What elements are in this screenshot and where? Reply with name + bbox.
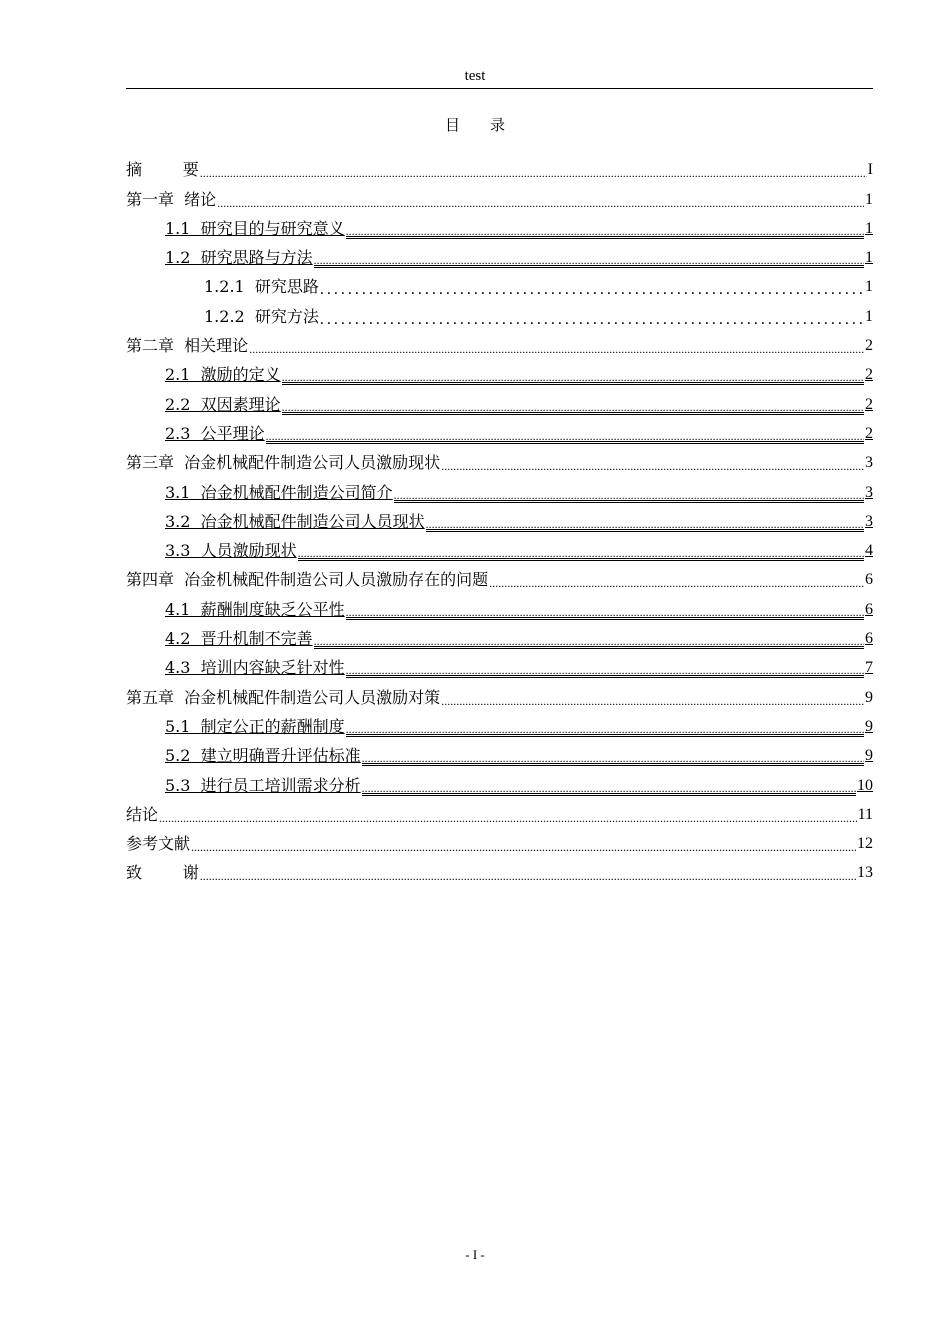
toc-entry — [126, 297, 873, 326]
toc-entry-label: 3.2 冶金机械配件制造公司人员现状 — [165, 511, 425, 531]
toc-entry-page: 1 — [865, 249, 873, 267]
toc-entry — [126, 180, 873, 209]
toc-entry-page: 6 — [865, 630, 873, 648]
toc-entry-page: 1 — [865, 219, 873, 237]
toc-dot-leader — [441, 459, 864, 473]
toc-entry-label: 1.2.1 研究思路 — [204, 277, 319, 297]
toc-entry-label: 4.2 晋升机制不完善 — [165, 629, 313, 649]
toc-title-part2: 录 — [490, 116, 506, 134]
toc-entry — [126, 327, 873, 356]
toc-title-part1: 目 — [444, 116, 460, 134]
toc-dot-leader — [200, 869, 856, 883]
toc-dot-leader — [217, 196, 864, 210]
toc-entry[interactable] — [126, 766, 873, 795]
toc-entry[interactable] — [126, 210, 873, 239]
toc-entry-label: 4.3 培训内容缺乏针对性 — [165, 658, 345, 678]
toc-dot-leader — [346, 722, 864, 737]
toc-dot-leader — [298, 546, 864, 561]
toc-dot-leader — [346, 224, 864, 239]
toc-entry-page: 6 — [865, 600, 873, 618]
toc-dot-leader — [320, 283, 864, 297]
toc-entry-page: 9 — [865, 688, 873, 706]
toc-entry-page: 3 — [865, 454, 873, 472]
toc-entry-label: 摘 要 — [126, 160, 199, 180]
toc-entry-page: 6 — [865, 571, 873, 589]
toc-dot-leader — [394, 488, 864, 503]
toc-dot-leader — [314, 253, 864, 268]
toc-entry[interactable] — [126, 620, 873, 649]
toc-entry-page: 13 — [857, 864, 873, 882]
toc-entry — [126, 444, 873, 473]
toc-entry-label: 结论 — [126, 804, 159, 824]
toc-entry[interactable] — [126, 503, 873, 532]
toc-title — [0, 114, 950, 135]
toc-entry-label: 2.1 激励的定义 — [165, 365, 281, 385]
toc-entry — [126, 825, 873, 854]
table-of-contents — [126, 151, 873, 883]
toc-entry-label: 1.2.2 研究方法 — [204, 306, 319, 326]
toc-entry-label: 2.3 公平理论 — [165, 423, 265, 443]
toc-dot-leader — [266, 429, 864, 444]
toc-entry-label: 2.2 双因素理论 — [165, 394, 281, 414]
toc-entry-label: 参考文献 — [126, 834, 191, 854]
page-footer-number: - I - — [465, 1247, 485, 1262]
toc-dot-leader — [362, 781, 856, 796]
toc-entry — [126, 561, 873, 590]
toc-dot-leader — [191, 840, 856, 854]
toc-entry-label: 第四章 冶金机械配件制造公司人员激励存在的问题 — [126, 570, 489, 590]
toc-entry-page: 3 — [865, 483, 873, 501]
toc-entry-label: 1.2 研究思路与方法 — [165, 248, 313, 268]
toc-entry-page: 2 — [865, 424, 873, 442]
toc-entry — [126, 268, 873, 297]
toc-entry-page: 12 — [857, 835, 873, 853]
toc-entry-page: 9 — [865, 747, 873, 765]
toc-entry-page: 1 — [865, 307, 873, 325]
toc-dot-leader — [441, 694, 864, 708]
toc-entry[interactable] — [126, 590, 873, 619]
toc-dot-leader — [314, 634, 864, 649]
toc-entry-page: 3 — [865, 512, 873, 530]
toc-dot-leader — [489, 576, 864, 590]
toc-dot-leader — [159, 811, 857, 825]
toc-dot-leader — [362, 751, 864, 766]
toc-dot-leader — [320, 313, 864, 327]
toc-entry[interactable] — [126, 708, 873, 737]
toc-entry — [126, 796, 873, 825]
toc-entry-page: 7 — [865, 659, 873, 677]
toc-entry-label: 5.3 进行员工培训需求分析 — [165, 775, 361, 795]
toc-entry-page: 1 — [865, 190, 873, 208]
toc-entry[interactable] — [126, 473, 873, 502]
toc-dot-leader — [426, 517, 864, 532]
toc-entry-label: 1.1 研究目的与研究意义 — [165, 218, 345, 238]
toc-dot-leader — [346, 605, 864, 620]
toc-entry[interactable] — [126, 532, 873, 561]
toc-entry-label: 4.1 薪酬制度缺乏公平性 — [165, 599, 345, 619]
toc-entry[interactable] — [126, 737, 873, 766]
toc-entry-label: 第一章 绪论 — [126, 189, 217, 209]
toc-entry-page: 1 — [865, 278, 873, 296]
toc-dot-leader — [346, 663, 864, 678]
toc-entry-label: 第二章 相关理论 — [126, 336, 249, 356]
toc-entry — [126, 678, 873, 707]
toc-entry — [126, 151, 873, 180]
toc-entry-page: 2 — [865, 395, 873, 413]
toc-entry-page: 2 — [865, 337, 873, 355]
toc-entry-page: 11 — [857, 805, 873, 823]
page-header-text: test — [464, 68, 486, 84]
toc-dot-leader — [200, 166, 867, 180]
toc-entry — [126, 854, 873, 883]
toc-entry-page: 9 — [865, 717, 873, 735]
toc-dot-leader — [282, 370, 864, 385]
toc-entry-page: 10 — [857, 776, 873, 794]
toc-entry[interactable] — [126, 356, 873, 385]
toc-entry[interactable] — [126, 415, 873, 444]
toc-entry[interactable] — [126, 385, 873, 414]
toc-entry-label: 3.3 人员激励现状 — [165, 541, 297, 561]
toc-entry-label: 5.1 制定公正的薪酬制度 — [165, 716, 345, 736]
toc-entry-label: 3.1 冶金机械配件制造公司简介 — [165, 482, 393, 502]
toc-entry-label: 致 谢 — [126, 863, 199, 883]
toc-entry-page: 4 — [865, 542, 873, 560]
toc-entry-label: 5.2 建立明确晋升评估标准 — [165, 746, 361, 766]
toc-dot-leader — [282, 400, 864, 415]
toc-entry-page: 2 — [865, 366, 873, 384]
toc-entry[interactable] — [126, 239, 873, 268]
toc-dot-leader — [249, 342, 864, 356]
header-rule — [126, 88, 873, 89]
toc-entry-label: 第三章 冶金机械配件制造公司人员激励现状 — [126, 453, 441, 473]
toc-entry[interactable] — [126, 649, 873, 678]
toc-entry-label: 第五章 冶金机械配件制造公司人员激励对策 — [126, 687, 441, 707]
toc-entry-page: I — [867, 161, 873, 179]
